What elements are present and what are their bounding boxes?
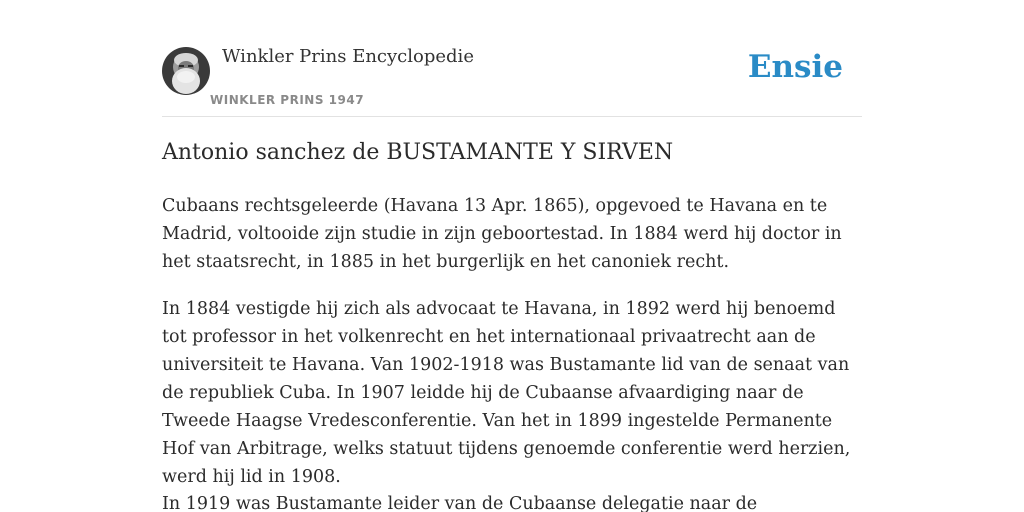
- brand-logo[interactable]: Ensie: [747, 49, 843, 85]
- header: [162, 0, 862, 117]
- bearded-man-portrait-icon: [162, 47, 210, 95]
- source-title[interactable]: Winkler Prins Encyclopedie: [222, 46, 474, 67]
- article-title: Antonio sanchez de BUSTAMANTE Y SIRVEN: [162, 140, 674, 165]
- article-paragraph: Cubaans rechtsgeleerde (Havana 13 Apr. 1865), opgevoed te Havana en te Madrid, voltooide zijn studie in zijn geboortestad. In 1884 werd hij doctor in het staatsrecht, in 1885 in het burgerlijk en het canoniek recht.: [162, 196, 842, 272]
- article-paragraph: In 1884 vestigde hij zich als advocaat te Havana, in 1892 werd hij benoemd tot professor in het volkenrecht en het internationaal privaatrecht aan de universiteit te Havana. Van 1902-1918 was Bustamante lid van de senaat van de republiek Cuba. In 1907 leidde hij de Cubaanse afvaardiging naar de Tweede Haagse Vredesconferentie. Van het in 1899 ingestelde Permanente Hof van Arbitrage, welks statuut tijdens genoemde conferentie werd herzien, werd hij lid in 1908.: [162, 299, 851, 487]
- source-subtitle[interactable]: WINKLER PRINS 1947: [210, 93, 365, 107]
- article-paragraph: In 1919 was Bustamante leider van de Cubaanse delegatie naar de: [162, 494, 758, 512]
- avatar[interactable]: [162, 47, 210, 95]
- page-container: [162, 0, 862, 512]
